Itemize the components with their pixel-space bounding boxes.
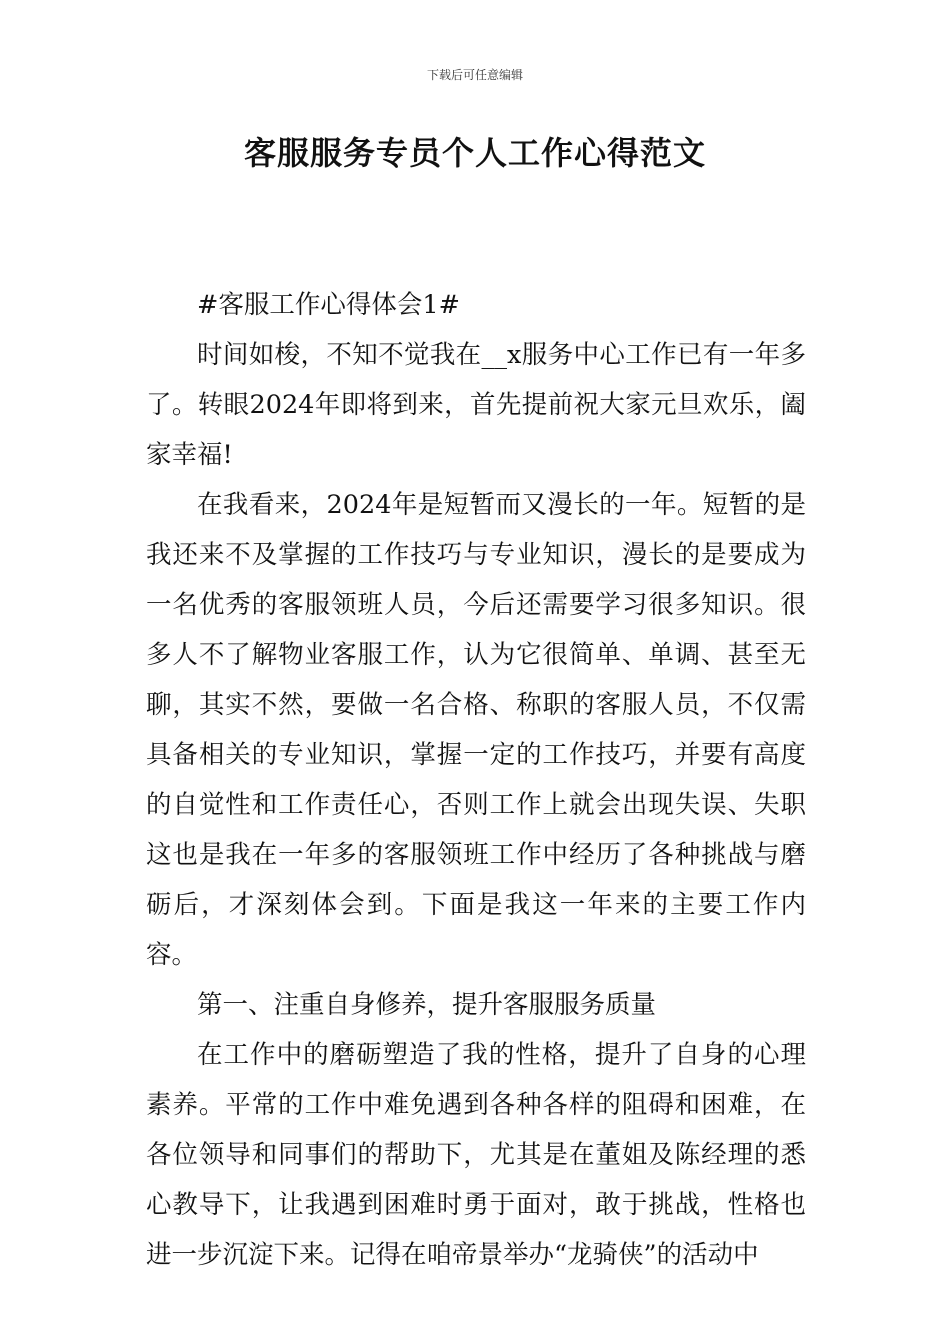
document-title: 客服服务专员个人工作心得范文 xyxy=(243,134,706,172)
paragraph: 在我看来，2024年是短暂而又漫长的一年。短暂的是我还来不及掌握的工作技巧与专业知识，漫长的是要成为一名优秀的客服领班人员，今后还需要学习很多知识。很多人不了解物业客服工作，认为它很简单、单调、甚至无聊，其实不然，要做一名合格、称职的客服人员，不仅需具备相关的专业知识，掌握一定的工作技巧，并要有高度的自觉性和工作责任心，否则工作上就会出现失误、失职这也是我在一年多的客服领班工作中经历了各种挑战与磨砺后，才深刻体会到。下面是我这一年来的主要工作内容。 xyxy=(146,490,806,970)
section-heading: #客服工作心得体会1# xyxy=(197,290,460,320)
header-note: 下载后可任意编辑 xyxy=(426,68,523,82)
paragraph: 在工作中的磨砺塑造了我的性格，提升了自身的心理素养。平常的工作中难免遇到各种各样的阻碍和困难，在各位领导和同事们的帮助下，尤其是在董姐及陈经理的悉心教导下，让我遇到困难时勇于面对，敢于挑战，性格也进一步沉淀下来。记得在咱帝景举办“龙骑侠”的活动中 xyxy=(146,1040,806,1270)
paragraph: 时间如梭，不知不觉我在__x服务中心工作已有一年多了。转眼2024年即将到来，首先提前祝大家元旦欢乐，阖家幸福! xyxy=(146,340,806,470)
subsection-heading: 第一、注重自身修养，提升客服服务质量 xyxy=(197,990,657,1020)
document-body xyxy=(146,280,806,1280)
